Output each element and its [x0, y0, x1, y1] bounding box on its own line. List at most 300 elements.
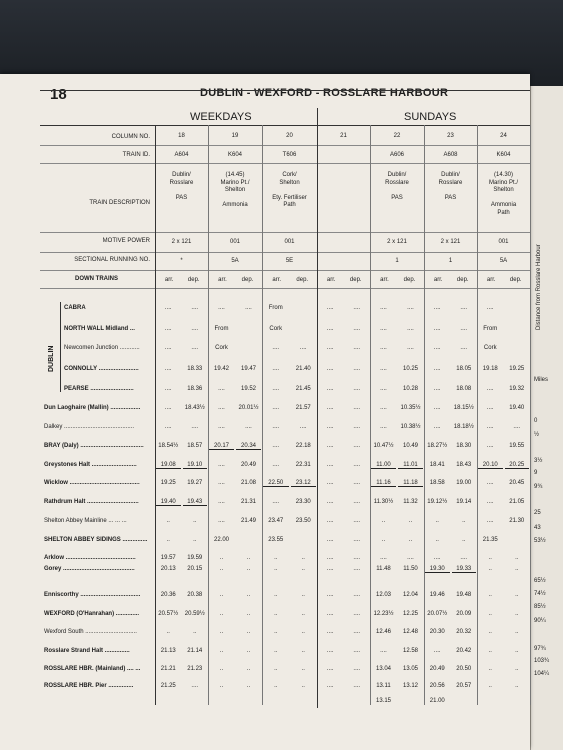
- timing-cell: ....: [433, 345, 441, 351]
- timing-cell: 19.46: [429, 592, 445, 598]
- timing-cell: ....: [191, 345, 199, 351]
- timing-cell: 21.49: [240, 518, 256, 524]
- train-id: A604: [174, 152, 189, 158]
- timing-cell: ....: [380, 405, 387, 411]
- station-name: Greystones Halt ...........................: [44, 462, 137, 468]
- timing-cell: ..: [301, 683, 305, 689]
- timing-cell: ....: [353, 566, 361, 572]
- timing-cell: ..: [301, 629, 305, 635]
- dep-label: dep.: [296, 277, 309, 283]
- timing-cell: ..: [488, 666, 492, 672]
- station-name: Wexford South ...............................: [44, 629, 137, 635]
- timing-cell: ....: [326, 424, 334, 430]
- timing-cell: ..: [246, 611, 251, 617]
- sectional-running-no: 1: [395, 258, 399, 264]
- timing-cell: 12.25: [402, 611, 418, 617]
- column-number: 18: [178, 133, 185, 139]
- timing-cell: ....: [326, 555, 334, 561]
- timing-cell: ....: [164, 366, 172, 372]
- timing-cell: 18.33: [187, 366, 203, 372]
- page-number: 18: [50, 86, 67, 103]
- timing-cell: ..: [515, 683, 519, 689]
- timing-cell: ....: [380, 366, 387, 372]
- timing-cell: ....: [486, 305, 494, 311]
- timing-cell: ....: [191, 326, 199, 332]
- timing-cell: 21.08: [240, 480, 256, 486]
- timing-cell: ....: [460, 345, 468, 351]
- train-id: A608: [443, 152, 458, 158]
- timing-cell: 12.23½: [373, 611, 394, 617]
- timing-cell: 19.43: [183, 499, 208, 506]
- timing-cell: ....: [353, 611, 361, 617]
- timing-cell: 18.30: [456, 443, 472, 449]
- train-description: (14.30) Marino Pt./ Shelton Ammonia Path: [488, 172, 518, 216]
- timing-cell: ..: [246, 683, 251, 689]
- timing-cell: 20.10: [478, 462, 503, 469]
- timing-cell: 19.10: [183, 462, 208, 469]
- timing-cell: 19.32: [509, 386, 525, 392]
- timing-cell: 22.50: [263, 480, 289, 487]
- timing-cell: 19.30: [425, 566, 450, 573]
- arr-label: arr.: [164, 277, 174, 283]
- timing-cell: ....: [326, 499, 334, 505]
- timing-cell: ....: [218, 480, 225, 486]
- timing-cell: ..: [488, 611, 492, 617]
- timing-cell: 19.52: [240, 386, 256, 392]
- timing-cell: ....: [218, 386, 225, 392]
- rule-colno: [40, 145, 530, 146]
- distance-value: ½: [534, 432, 540, 438]
- timing-cell: ....: [353, 499, 361, 505]
- timing-cell: 19.25: [509, 366, 525, 372]
- station-name: Rathdrum Halt ...............................: [44, 499, 139, 505]
- timing-cell: ....: [326, 405, 334, 411]
- timing-cell: 20.15: [187, 566, 203, 572]
- timing-cell: ....: [272, 345, 280, 351]
- train-id: T606: [282, 152, 297, 158]
- timing-cell: ....: [326, 462, 334, 468]
- column-number: 22: [393, 133, 401, 139]
- timing-cell: ....: [486, 443, 494, 449]
- timing-cell: ....: [326, 326, 334, 332]
- timing-cell: ..: [274, 666, 278, 672]
- timing-cell: ....: [407, 555, 414, 561]
- timing-cell: ..: [166, 629, 170, 635]
- dep-label: dep.: [403, 277, 416, 283]
- timing-cell: ..: [193, 537, 197, 543]
- timing-cell: ....: [486, 480, 494, 486]
- column-number: 20: [286, 133, 293, 139]
- timing-cell: ..: [246, 666, 251, 672]
- timing-cell: ....: [353, 648, 361, 654]
- distance-heading: Distance from Rosslare Harbour: [536, 244, 542, 330]
- timing-cell: 20.36: [160, 592, 176, 598]
- timing-cell: 10.49: [402, 443, 418, 449]
- timing-cell: ..: [246, 592, 251, 598]
- timing-cell: 19.40: [509, 405, 525, 411]
- timing-cell: 12.46: [375, 629, 391, 635]
- timing-cell: ....: [353, 683, 361, 689]
- station-name: BRAY (Daly) ......................................: [44, 443, 144, 449]
- timing-cell: 10.28: [402, 386, 418, 392]
- timing-cell: ..: [435, 518, 439, 524]
- timing-cell: ..: [301, 566, 305, 572]
- arr-label: arr.: [218, 277, 227, 283]
- timing-cell: ....: [353, 518, 361, 524]
- train-description-label: TRAIN DESCRIPTION: [89, 200, 150, 206]
- train-id: A606: [389, 152, 404, 158]
- timing-cell: ....: [218, 305, 225, 311]
- timing-cell: 10.47½: [373, 443, 394, 449]
- timing-cell: ..: [488, 555, 492, 561]
- timing-cell: ....: [326, 611, 334, 617]
- timing-cell: 20.49: [429, 666, 445, 672]
- station-name: Arklow ..........................................: [44, 555, 136, 561]
- rule-top: [40, 90, 530, 91]
- timing-cell: ....: [380, 386, 387, 392]
- timing-cell: 11.48: [376, 566, 391, 572]
- rule-desc: [40, 232, 530, 233]
- timing-cell: 21.21: [160, 666, 176, 672]
- timing-cell: 19.57: [160, 555, 176, 561]
- timing-cell: 10.38½: [400, 424, 421, 430]
- station-name: Dun Laoghaire (Mallin) ..................: [44, 405, 141, 411]
- motive-power-label: MOTIVE POWER: [102, 238, 150, 244]
- timing-cell: ....: [245, 305, 252, 311]
- timing-cell: ....: [326, 366, 334, 372]
- timing-cell: ....: [513, 424, 521, 430]
- column-number: 23: [447, 133, 454, 139]
- timing-cell: ....: [272, 462, 280, 468]
- motive-power: 2 x 121: [171, 239, 192, 245]
- timing-cell: ....: [326, 566, 334, 572]
- timing-cell: ..: [274, 555, 278, 561]
- timing-cell: 19.00: [456, 480, 472, 486]
- station-name: NORTH WALL Midland ...: [64, 326, 135, 332]
- timing-cell: ..: [515, 648, 519, 654]
- timing-cell: 12.03: [375, 592, 391, 598]
- timing-cell: 19.42: [213, 366, 229, 372]
- timing-cell: ....: [164, 345, 172, 351]
- timing-cell: 22.31: [295, 462, 311, 468]
- timing-cell: 11.30½: [373, 499, 394, 505]
- arr-label: arr.: [380, 277, 389, 283]
- timing-cell: 18.36: [187, 386, 203, 392]
- timing-cell: ..: [408, 518, 413, 524]
- column-number: 19: [231, 133, 239, 139]
- timing-cell: ..: [515, 566, 519, 572]
- timing-cell: ..: [515, 555, 519, 561]
- motive-power: 2 x 121: [440, 239, 461, 245]
- timing-cell: 11.00: [371, 462, 396, 469]
- miles-label: Miles: [534, 377, 549, 383]
- timing-cell: ..: [274, 629, 278, 635]
- timing-cell: ....: [407, 345, 414, 351]
- timing-cell: 19.55: [509, 443, 525, 449]
- timing-cell: ..: [381, 518, 386, 524]
- rule-sec: [40, 270, 530, 271]
- timing-cell: ..: [274, 566, 278, 572]
- timing-cell: ..: [274, 611, 278, 617]
- arr-label: arr.: [486, 277, 496, 283]
- timing-cell: ....: [380, 555, 387, 561]
- timing-cell: ....: [380, 326, 387, 332]
- distance-value: 53½: [534, 538, 546, 544]
- timing-cell: ..: [219, 648, 224, 654]
- timing-cell: ..: [462, 537, 466, 543]
- timing-cell: 21.40: [295, 366, 311, 372]
- timing-cell: 13.04: [375, 666, 391, 672]
- timing-cell: 20.42: [456, 648, 472, 654]
- timing-cell: 19.59: [187, 555, 203, 561]
- timing-cell: ....: [353, 592, 361, 598]
- distance-value: 104¼: [534, 671, 550, 677]
- timing-cell: 20.59½: [184, 611, 205, 617]
- timing-cell: ....: [164, 305, 172, 311]
- timing-cell: ....: [326, 518, 334, 524]
- timing-cell: ....: [272, 386, 280, 392]
- page-title: DUBLIN - WEXFORD - ROSSLARE HARBOUR: [200, 87, 449, 99]
- train-description: Dublin/ Rosslare PAS: [438, 172, 463, 201]
- timing-cell: 23.30: [295, 499, 311, 505]
- timing-cell: 20.50: [456, 666, 472, 672]
- sectional-running-no: 5A: [499, 258, 508, 264]
- timing-cell: Cork: [215, 345, 228, 351]
- timing-cell: 18.54½: [158, 443, 179, 449]
- weekdays-heading: WEEKDAYS: [190, 111, 252, 123]
- timing-cell: ....: [272, 443, 280, 449]
- timing-cell: 18.43: [456, 462, 472, 468]
- timing-cell: ....: [272, 405, 280, 411]
- timing-cell: 22.18: [295, 443, 311, 449]
- timing-cell: 20.34: [236, 443, 261, 450]
- timing-cell: ..: [301, 592, 305, 598]
- station-name: ROSSLARE HBR. Pier ...............: [44, 683, 134, 689]
- station-name: WEXFORD (O'Hanrahan) ..............: [44, 611, 140, 617]
- timing-cell: ....: [380, 345, 387, 351]
- train-description: Dublin/ Rosslare PAS: [169, 172, 194, 201]
- timing-cell: ....: [433, 555, 441, 561]
- sectional-running-label: SECTIONAL RUNNING NO.: [74, 257, 150, 263]
- timing-cell: 19.08: [156, 462, 181, 469]
- timing-cell: Cork: [483, 345, 497, 351]
- timing-cell: ....: [326, 648, 334, 654]
- train-id: K604: [227, 152, 242, 158]
- timing-cell: ..: [219, 592, 224, 598]
- timing-cell: 19.40: [156, 499, 181, 506]
- timing-cell: 11.16: [371, 480, 396, 487]
- station-name: CONNOLLY ........................: [64, 366, 139, 372]
- col-divider: [208, 125, 209, 705]
- sundays-heading: SUNDAYS: [404, 111, 457, 123]
- distance-value: 9: [534, 470, 538, 476]
- timing-cell: ....: [326, 629, 334, 635]
- timing-cell: 20.07½: [427, 611, 448, 617]
- timing-cell: ....: [353, 555, 361, 561]
- rule-trainid: [40, 163, 530, 164]
- timing-cell: ....: [191, 683, 199, 689]
- dep-label: dep.: [349, 277, 362, 283]
- timing-cell: 18.58: [429, 480, 445, 486]
- timing-cell: ....: [486, 424, 494, 430]
- timing-cell: 21.30: [509, 518, 525, 524]
- timing-cell: ....: [353, 443, 361, 449]
- motive-power: 001: [229, 239, 240, 245]
- station-name: Enniscorthy ....................................: [44, 592, 141, 598]
- timing-cell: 19.12½: [427, 499, 448, 505]
- col-divider: [530, 125, 531, 705]
- timing-cell: 11.50: [403, 566, 418, 572]
- timing-cell: 19.47: [240, 366, 256, 372]
- station-name: CABRA: [64, 305, 86, 311]
- timing-cell: 21.25: [160, 683, 176, 689]
- timing-cell: 11.01: [398, 462, 423, 469]
- timing-cell: ....: [272, 424, 280, 430]
- timing-cell: 12.58: [402, 648, 418, 654]
- timing-cell: ....: [353, 345, 361, 351]
- timing-cell: ..: [488, 592, 492, 598]
- timing-cell: 20.25: [505, 462, 530, 469]
- timing-cell: ..: [488, 648, 492, 654]
- timing-cell: 19.25: [160, 480, 176, 486]
- timing-cell: ..: [301, 648, 305, 654]
- timing-cell: 11.18: [398, 480, 423, 487]
- timing-cell: ..: [166, 518, 170, 524]
- timing-cell: ....: [326, 443, 334, 449]
- distance-value: 0: [534, 418, 538, 424]
- dep-label: dep.: [187, 277, 200, 283]
- timing-cell: 23.12: [291, 480, 317, 487]
- column-number: 24: [500, 133, 507, 139]
- column-number: 21: [340, 133, 347, 139]
- timing-cell: ....: [433, 405, 441, 411]
- timing-cell: ....: [353, 326, 361, 332]
- timing-cell: ....: [218, 518, 225, 524]
- timing-cell: ....: [164, 405, 172, 411]
- timing-cell: ..: [219, 666, 224, 672]
- timing-cell: 21.31: [240, 499, 256, 505]
- motive-power: 2 x 121: [387, 239, 407, 245]
- timing-cell: ....: [460, 305, 468, 311]
- timing-cell: ....: [164, 386, 172, 392]
- timing-cell: ....: [353, 462, 361, 468]
- distance-value: 9¾: [534, 484, 543, 490]
- timing-cell: ....: [326, 666, 334, 672]
- sectional-running-no: 5A: [231, 258, 239, 264]
- timing-cell: 20.01½: [238, 405, 259, 411]
- train-description: (14.45) Marino Pt./ Shelton Ammonia: [220, 172, 250, 208]
- timing-cell: 18.41: [429, 462, 445, 468]
- distance-value: 74½: [534, 591, 546, 597]
- station-name: PEARSE ..........................: [64, 386, 134, 392]
- timing-cell: ..: [246, 555, 251, 561]
- timing-cell: 20.45: [509, 480, 525, 486]
- timing-cell: 21.57: [295, 405, 311, 411]
- station-name: Rosslare Strand Halt ...............: [44, 648, 130, 654]
- distance-value: 90¼: [534, 618, 546, 624]
- timing-cell: ....: [407, 305, 414, 311]
- distance-value: 97¾: [534, 646, 546, 652]
- timing-cell: ....: [433, 386, 441, 392]
- timing-cell: 19.14: [456, 499, 472, 505]
- timing-cell: From: [483, 326, 498, 332]
- timing-cell: ..: [488, 629, 492, 635]
- train-id: K604: [496, 152, 511, 158]
- timing-cell: ..: [301, 555, 305, 561]
- station-name: ROSSLARE HBR. (Mainland) .... ...: [44, 666, 141, 672]
- station-name: Shelton Abbey Mainline ... ... ...: [44, 518, 127, 524]
- train-description: Dublin/ Rosslare PAS: [385, 172, 409, 201]
- rule-sections: [40, 125, 530, 126]
- timing-cell: 23.47: [268, 518, 284, 524]
- train-description: Cork/ Shelton Ety. Fertiliser Path: [272, 172, 307, 208]
- timing-cell: ....: [326, 386, 334, 392]
- timing-cell: ....: [353, 305, 361, 311]
- station-name: Gorey ...........................................: [44, 566, 135, 572]
- timing-cell: ..: [515, 611, 519, 617]
- timing-cell: ..: [408, 537, 413, 543]
- timing-cell: ....: [164, 424, 172, 430]
- timing-cell: ....: [326, 305, 334, 311]
- col-divider: [370, 125, 371, 705]
- timing-cell: 18.18½: [453, 424, 474, 430]
- distance-value: 103¾: [534, 658, 550, 664]
- col-divider: [424, 125, 425, 705]
- timing-cell: ..: [488, 566, 492, 572]
- timing-cell: 18.43½: [184, 405, 205, 411]
- timing-cell: ..: [435, 537, 439, 543]
- timing-cell: From: [268, 305, 283, 311]
- column-no-label: COLUMN NO.: [111, 134, 150, 140]
- timing-cell: 18.15½: [453, 405, 474, 411]
- timing-cell: ..: [462, 518, 466, 524]
- motive-power: 001: [284, 239, 295, 245]
- arr-label: arr.: [272, 277, 282, 283]
- station-name: Dalkey ..........................................: [44, 424, 135, 430]
- timing-cell: ....: [353, 537, 361, 543]
- timing-cell: From: [214, 326, 229, 332]
- distance-value: 3½: [534, 458, 543, 464]
- timing-cell: 20.09: [456, 611, 472, 617]
- timing-cell: ....: [299, 424, 307, 430]
- timing-cell: 19.33: [452, 566, 477, 573]
- timing-cell: ....: [191, 424, 199, 430]
- timing-cell: 10.25: [402, 366, 418, 372]
- motive-power: 001: [498, 239, 509, 245]
- timing-cell: ..: [246, 566, 251, 572]
- timing-cell: ..: [515, 592, 519, 598]
- timing-cell: 10.35½: [400, 405, 421, 411]
- timing-cell: 20.17: [209, 443, 234, 450]
- timing-cell: ....: [486, 518, 494, 524]
- timing-cell: 13.15: [375, 698, 391, 704]
- timing-cell: ..: [301, 611, 305, 617]
- dep-label: dep.: [456, 277, 469, 283]
- timing-cell: 19.48: [456, 592, 472, 598]
- timing-cell: ..: [274, 648, 278, 654]
- timing-cell: 18.57: [187, 443, 203, 449]
- timing-cell: ....: [433, 424, 441, 430]
- timing-cell: 19.18: [482, 366, 498, 372]
- timing-cell: ....: [433, 648, 441, 654]
- timing-cell: ..: [219, 555, 224, 561]
- timing-cell: 20.30: [429, 629, 445, 635]
- dublin-bracket: [60, 302, 65, 392]
- distance-value: 65½: [534, 578, 546, 584]
- timing-cell: 19.27: [187, 480, 203, 486]
- timing-cell: ..: [274, 592, 278, 598]
- timing-cell: ..: [219, 611, 224, 617]
